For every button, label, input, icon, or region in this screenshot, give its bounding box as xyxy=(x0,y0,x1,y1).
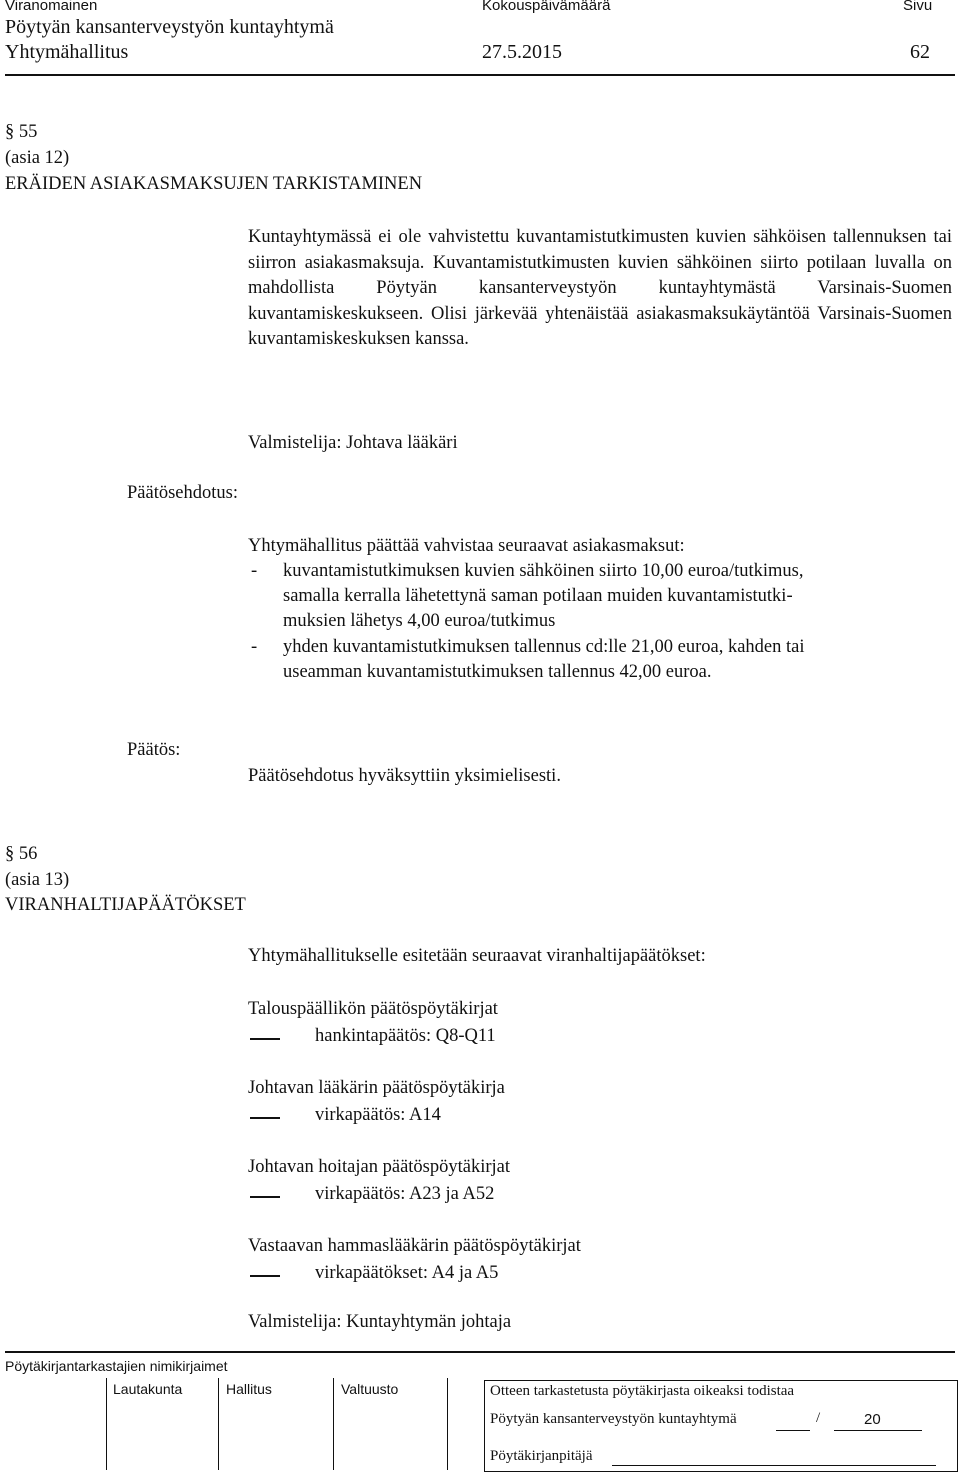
list-dash xyxy=(250,1196,280,1198)
decision-label: Päätös: xyxy=(127,740,181,760)
page-label: Sivu xyxy=(903,0,933,14)
proposal-intro: Yhtymähallitus päättää vahvistaa seuraavat asiakasmaksut: xyxy=(248,536,685,556)
page-number: 62 xyxy=(910,41,930,63)
date-slash: / xyxy=(816,1410,821,1426)
section-55-number: § 55 xyxy=(5,122,38,142)
list-dash xyxy=(250,1117,280,1119)
decision-group-item: hankintapäätös: Q8-Q11 xyxy=(315,1026,496,1046)
decision-group-item: virkapäätökset: A4 ja A5 xyxy=(315,1263,499,1283)
section-55-preparer: Valmistelija: Johtava lääkäri xyxy=(248,433,458,453)
day-blank-line xyxy=(776,1430,810,1431)
fee-2-bullet: - xyxy=(251,637,258,657)
fee-2-line-2: useamman kuvantamistutkimuksen tallennus 42,00 euroa. xyxy=(283,662,712,682)
section-56-case: (asia 13) xyxy=(5,870,70,890)
footer-column-divider xyxy=(106,1378,107,1470)
certification-organization: Pöytyän kansanterveystyön kuntayhtymä xyxy=(490,1411,737,1427)
date-label: Kokouspäivämäärä xyxy=(482,0,611,14)
list-dash xyxy=(250,1275,280,1277)
fee-1-line-2: samalla kerralla lähetettynä saman potilaan muiden kuvantamistutki- xyxy=(283,586,793,606)
section-56-preparer: Valmistelija: Kuntayhtymän johtaja xyxy=(248,1312,512,1332)
signature-line xyxy=(612,1465,936,1466)
header-divider xyxy=(5,74,955,76)
fee-1-bullet: - xyxy=(251,561,258,581)
section-56-number: § 56 xyxy=(5,844,38,864)
proposal-label: Päätösehdotus: xyxy=(127,483,238,503)
fee-1-line-1: kuvantamistutkimuksen kuvien sähköinen siirto 10,00 euroa/tutkimus, xyxy=(283,561,804,581)
footer-column-divider xyxy=(218,1378,219,1470)
meeting-body: Yhtymähallitus xyxy=(5,41,129,63)
meeting-date: 27.5.2015 xyxy=(482,41,562,63)
decision-group-item: virkapäätös: A14 xyxy=(315,1105,441,1125)
initials-label: Pöytäkirjantarkastajien nimikirjaimet xyxy=(5,1358,228,1374)
decision-group-heading: Johtavan hoitajan päätöspöytäkirjat xyxy=(248,1157,511,1177)
footer-divider xyxy=(5,1351,955,1353)
year-prefix: 20 xyxy=(864,1411,881,1428)
list-dash xyxy=(250,1038,280,1040)
decision-group-heading: Johtavan lääkärin päätöspöytäkirja xyxy=(248,1078,505,1098)
fee-1-line-3: muksien lähetys 4,00 euroa/tutkimus xyxy=(283,611,556,631)
certification-text: Otteen tarkastetusta pöytäkirjasta oikeaksi todistaa xyxy=(490,1383,795,1399)
decision-group-heading: Vastaavan hammaslääkärin päätöspöytäkirjat xyxy=(248,1236,581,1256)
minutes-keeper-label: Pöytäkirjanpitäjä xyxy=(490,1448,593,1464)
organization-name: Pöytyän kansanterveystyön kuntayhtymä xyxy=(5,16,334,38)
footer-column-divider xyxy=(447,1378,448,1470)
section-55-case: (asia 12) xyxy=(5,148,70,168)
section-55-paragraph: Kuntayhtymässä ei ole vahvistettu kuvantamistutkimusten kuvien sähköisen tallennuksen tai siirron asiakasmaksuja. Kuvantamistutkimusten kuvien sähköinen siirto potilaan luvalla on mahdollista Pöytyän kansanterveystyön kuntayhtymästä Varsinais-Suomen kuvantamiskeskukseen. Olisi järkevää yhtenäistää asiakasmaksukäytäntöä Varsinais-Suomen kuvantamiskeskuksen kanssa. xyxy=(248,227,952,349)
section-55-title: ERÄIDEN ASIAKASMAKSUJEN TARKISTAMINEN xyxy=(5,174,423,194)
authority-label: Viranomainen xyxy=(5,0,98,14)
fee-2-line-1: yhden kuvantamistutkimuksen tallennus cd:lle 21,00 euroa, kahden tai xyxy=(283,637,805,657)
initials-column-board: Hallitus xyxy=(226,1381,272,1397)
section-56-title: VIRANHALTIJAPÄÄTÖKSET xyxy=(5,895,246,915)
footer-column-divider xyxy=(333,1378,334,1470)
decision-group-heading: Talouspäällikön päätöspöytäkirjat xyxy=(248,999,498,1019)
month-year-blank-line xyxy=(834,1430,922,1431)
initials-column-committee: Lautakunta xyxy=(113,1381,183,1397)
section-56-intro: Yhtymähallitukselle esitetään seuraavat viranhaltijapäätökset: xyxy=(248,946,706,966)
decision-text: Päätösehdotus hyväksyttiin yksimielisesti. xyxy=(248,766,561,786)
decision-group-item: virkapäätös: A23 ja A52 xyxy=(315,1184,495,1204)
initials-column-council: Valtuusto xyxy=(341,1381,399,1397)
